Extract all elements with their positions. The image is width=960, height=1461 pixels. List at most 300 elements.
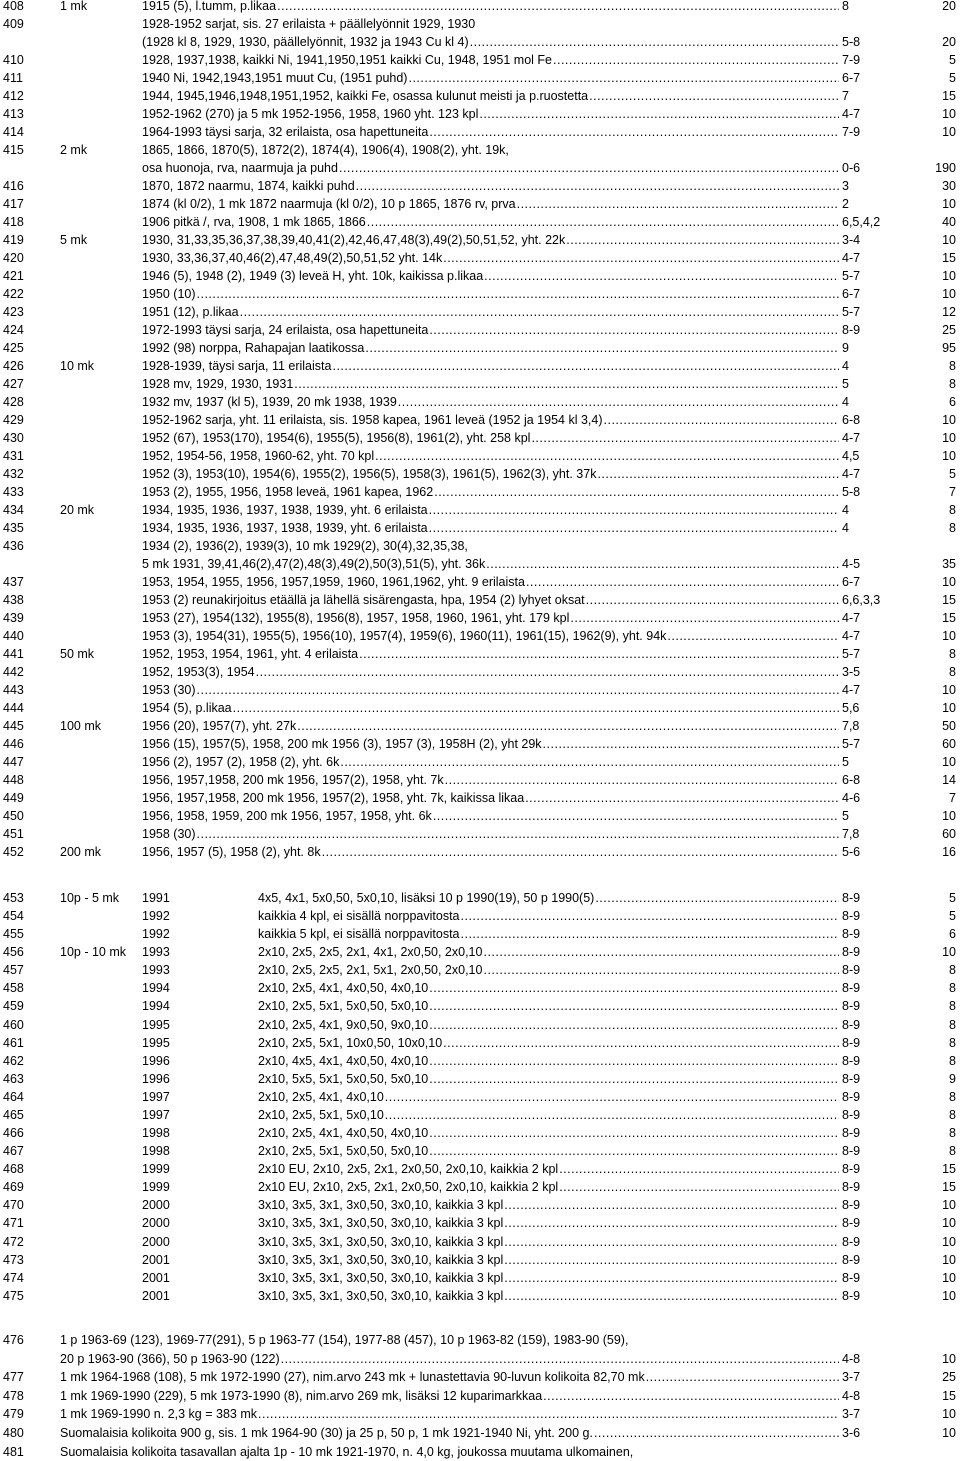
set-year: 1992 xyxy=(142,927,170,942)
description-text: 1956 (2), 1957 (2), 1958 (2), yht. 6k xyxy=(142,755,340,769)
lot-number: 437 xyxy=(3,575,24,589)
set-year: 1995 xyxy=(142,1017,170,1032)
condition-grade: 8-9 xyxy=(842,1180,861,1195)
dot-leader xyxy=(559,1178,839,1196)
lot-row xyxy=(0,249,960,267)
condition-grade: 8-9 xyxy=(842,1252,861,1267)
description-text: 2x10, 2x5, 4x1, 4x0,50, 4x0,10 xyxy=(258,981,429,996)
starting-price: 8 xyxy=(949,1144,956,1159)
lot-description xyxy=(142,285,840,303)
condition-grade: 6,5,4,2 xyxy=(842,215,881,229)
dot-leader xyxy=(197,285,839,303)
lot-description xyxy=(258,1070,840,1088)
condition-grade: 8-9 xyxy=(842,1035,861,1050)
lot-number: 427 xyxy=(3,377,24,391)
starting-price: 8 xyxy=(949,1035,956,1050)
lot-row xyxy=(0,1233,960,1251)
lot-number: 460 xyxy=(3,1017,24,1032)
lot-description xyxy=(142,123,840,141)
lot-number: 447 xyxy=(3,755,24,769)
dot-leader xyxy=(385,1088,839,1106)
lot-number: 431 xyxy=(3,449,24,463)
description-text: 1934 (2), 1936(2), 1939(3), 10 mk 1929(2), 30(4),32,35,38, xyxy=(142,539,468,553)
description-text: 1906 pitkä /, rva, 1908, 1 mk 1865, 1866 xyxy=(142,215,366,229)
lot-description xyxy=(258,1233,840,1251)
condition-grade: 3-7 xyxy=(842,1407,861,1422)
starting-price: 10 xyxy=(942,1288,956,1303)
lot-description xyxy=(142,51,840,69)
lot-number: 420 xyxy=(3,251,24,265)
lot-description xyxy=(142,429,840,447)
description-text: 1952-1962 (270) ja 5 mk 1952-1956, 1958, 1960 yht. 123 kpl xyxy=(142,107,479,121)
lot-row xyxy=(0,609,960,627)
lot-row xyxy=(0,1052,960,1070)
dot-leader xyxy=(429,1016,839,1034)
description-text: 1915 (5), l.tumm, p.likaa xyxy=(142,0,277,13)
lot-number: 474 xyxy=(3,1270,24,1285)
condition-grade: 7,8 xyxy=(842,719,860,733)
dot-leader xyxy=(398,393,839,411)
lot-row xyxy=(0,1070,960,1088)
lot-number: 417 xyxy=(3,197,24,211)
condition-grade: 4-8 xyxy=(842,1351,861,1366)
lot-row xyxy=(0,1443,960,1461)
dot-leader xyxy=(256,663,839,681)
lot-number: 472 xyxy=(3,1234,24,1249)
starting-price: 5 xyxy=(949,909,956,924)
lot-row xyxy=(0,1106,960,1124)
starting-price: 10 xyxy=(942,1198,956,1213)
denomination: 100 mk xyxy=(60,719,101,733)
lot-description xyxy=(60,1368,840,1386)
lot-description xyxy=(142,501,840,519)
description-text: 1865, 1866, 1870(5), 1872(2), 1874(4), 1906(4), 1908(2), yht. 19k, xyxy=(142,143,509,157)
description-text: kaikkia 4 kpl, ei sisällä norppavitosta xyxy=(258,909,460,924)
dot-leader xyxy=(461,907,840,925)
lot-description xyxy=(142,213,840,231)
lot-row xyxy=(0,1142,960,1160)
lot-description xyxy=(60,1424,840,1442)
condition-grade: 6-7 xyxy=(842,287,861,301)
dot-leader xyxy=(504,1287,839,1305)
condition-grade: 8-9 xyxy=(842,999,861,1014)
dot-leader xyxy=(429,979,839,997)
dot-leader xyxy=(589,87,839,105)
dot-leader xyxy=(443,1034,839,1052)
condition-grade: 5-7 xyxy=(842,305,861,319)
dot-leader xyxy=(434,483,839,501)
condition-grade: 6-7 xyxy=(842,71,861,85)
dot-leader xyxy=(240,303,839,321)
condition-grade: 0-6 xyxy=(842,161,861,175)
lot-number: 458 xyxy=(3,981,24,996)
description-text: 1952 (67), 1953(170), 1954(6), 1955(5), 1956(8), 1961(2), yht. 258 kpl xyxy=(142,431,531,445)
lot-number: 461 xyxy=(3,1035,24,1050)
lot-row xyxy=(0,1178,960,1196)
lot-number: 477 xyxy=(3,1370,24,1385)
lot-description xyxy=(258,1124,840,1142)
lot-row xyxy=(0,177,960,195)
condition-grade: 8-9 xyxy=(842,1126,861,1141)
condition-grade: 5-7 xyxy=(842,269,861,283)
lot-description xyxy=(142,303,840,321)
lot-row xyxy=(0,1405,960,1423)
lot-number: 438 xyxy=(3,593,24,607)
condition-grade: 7-9 xyxy=(842,125,861,139)
description-text: 1953 (2), 1955, 1956, 1958 leveä, 1961 kapea, 1962 xyxy=(142,485,434,499)
set-year: 1996 xyxy=(142,1053,170,1068)
dot-leader xyxy=(429,1052,839,1070)
dot-leader xyxy=(484,267,839,285)
description-text: 1952 (3), 1953(10), 1954(6), 1955(2), 1956(5), 1958(3), 1961(5), 1962(3), yht. 37k xyxy=(142,467,597,481)
lot-number: 456 xyxy=(3,945,24,960)
description-text: 2x10, 2x5, 2x5, 2x1, 5x1, 2x0,50, 2x0,10 xyxy=(258,963,483,978)
dot-leader xyxy=(281,1350,839,1368)
starting-price: 8 xyxy=(949,999,956,1014)
dot-leader xyxy=(504,1196,839,1214)
lot-description xyxy=(142,717,840,735)
lot-number: 409 xyxy=(3,17,24,31)
description-text: 1956, 1957,1958, 200 mk 1956, 1957(2), 1958, yht. 7k, kaikissa likaa xyxy=(142,791,525,805)
starting-price: 8 xyxy=(949,503,956,517)
dot-leader xyxy=(332,357,839,375)
lot-number: 470 xyxy=(3,1198,24,1213)
condition-grade: 8-9 xyxy=(842,1144,861,1159)
set-year: 1999 xyxy=(142,1180,170,1195)
description-text: 1953 (3), 1954(31), 1955(5), 1956(10), 1957(4), 1959(6), 1960(11), 1961(15), 1962(9), yht. 94k xyxy=(142,629,667,643)
lot-description xyxy=(258,1016,840,1034)
starting-price: 10 xyxy=(942,1270,956,1285)
dot-leader xyxy=(526,573,839,591)
denomination: 20 mk xyxy=(60,503,95,517)
starting-price: 25 xyxy=(942,1370,956,1385)
lot-number: 433 xyxy=(3,485,24,499)
lot-row xyxy=(0,87,960,105)
lot-row xyxy=(0,303,960,321)
description-text: 1952, 1954-56, 1958, 1960-62, yht. 70 kpl xyxy=(142,449,375,463)
condition-grade: 5 xyxy=(842,377,849,391)
condition-grade: 8-9 xyxy=(842,1107,861,1122)
lot-description xyxy=(258,1269,840,1287)
lot-row xyxy=(0,465,960,483)
starting-price: 35 xyxy=(942,557,956,571)
set-year: 1999 xyxy=(142,1162,170,1177)
lot-description xyxy=(142,753,840,771)
lot-number: 410 xyxy=(3,53,24,67)
lot-row xyxy=(0,483,960,501)
description-text: 2x10, 2x5, 5x1, 5x0,10 xyxy=(258,1107,384,1122)
lot-row xyxy=(0,907,960,925)
lot-number: 415 xyxy=(3,143,24,157)
dot-leader xyxy=(525,789,839,807)
description-text: 1952, 1953, 1954, 1961, yht. 4 erilaista xyxy=(142,647,359,661)
dot-leader xyxy=(297,717,839,735)
lot-number: 457 xyxy=(3,963,24,978)
condition-grade: 4-6 xyxy=(842,791,861,805)
lot-row xyxy=(0,735,960,753)
lot-row xyxy=(0,645,960,663)
dot-leader xyxy=(429,321,839,339)
lot-row xyxy=(0,519,960,537)
dot-leader xyxy=(646,1368,839,1386)
set-year: 2000 xyxy=(142,1234,170,1249)
lot-description xyxy=(258,889,840,907)
lot-number: 473 xyxy=(3,1252,24,1267)
dot-leader xyxy=(340,753,839,771)
starting-price: 8 xyxy=(949,1017,956,1032)
lot-row xyxy=(0,699,960,717)
dot-leader xyxy=(604,411,840,429)
description-text: kaikkia 5 kpl, ei sisällä norppavitosta xyxy=(258,927,460,942)
dot-leader xyxy=(486,555,839,573)
lot-number: 449 xyxy=(3,791,24,805)
set-year: 1997 xyxy=(142,1089,170,1104)
description-text: 1972-1993 täysi sarja, 24 erilaista, osa hapettuneita xyxy=(142,323,429,337)
lot-number: 414 xyxy=(3,125,24,139)
dot-leader xyxy=(375,447,839,465)
lot-row xyxy=(0,925,960,943)
starting-price: 10 xyxy=(942,107,956,121)
dot-leader xyxy=(365,339,839,357)
denomination: 50 mk xyxy=(60,647,95,661)
lot-number: 430 xyxy=(3,431,24,445)
description-text: 1952, 1953(3), 1954 xyxy=(142,665,255,679)
dot-leader xyxy=(445,771,839,789)
lot-row xyxy=(0,1287,960,1305)
lot-row xyxy=(0,69,960,87)
set-year: 2000 xyxy=(142,1198,170,1213)
starting-price: 10 xyxy=(942,1234,956,1249)
lot-row xyxy=(0,1269,960,1287)
description-text: 2x10, 2x5, 4x1, 9x0,50, 9x0,10 xyxy=(258,1017,429,1032)
condition-grade: 5 xyxy=(842,755,849,769)
dot-leader xyxy=(570,609,839,627)
lot-description xyxy=(142,339,840,357)
condition-grade: 4-7 xyxy=(842,611,861,625)
description-text: 1928-1952 sarjat, sis. 27 erilaista + päällelyönnit 1929, 1930 xyxy=(142,17,476,31)
lot-number: 421 xyxy=(3,269,24,283)
dot-leader xyxy=(197,825,839,843)
condition-grade: 4 xyxy=(842,503,849,517)
description-text: 1964-1993 täysi sarja, 32 erilaista, osa hapettuneita xyxy=(142,125,429,139)
dot-leader xyxy=(429,501,839,519)
description-text: 4x5, 4x1, 5x0,50, 5x0,10, lisäksi 10 p 1990(19), 50 p 1990(5) xyxy=(258,891,595,905)
description-text: 1956, 1957,1958, 200 mk 1956, 1957(2), 1958, yht. 7k xyxy=(142,773,444,787)
lot-row xyxy=(0,681,960,699)
condition-grade: 4 xyxy=(842,521,849,535)
condition-grade: 2 xyxy=(842,197,849,211)
lot-number: 469 xyxy=(3,1180,24,1195)
set-year: 1991 xyxy=(142,891,170,905)
lot-description xyxy=(142,735,840,753)
dot-leader xyxy=(461,925,840,943)
starting-price: 10 xyxy=(942,575,956,589)
lot-description xyxy=(258,979,840,997)
condition-grade: 8-9 xyxy=(842,1089,861,1104)
dot-leader xyxy=(470,33,839,51)
lot-number: 422 xyxy=(3,287,24,301)
lot-number: 479 xyxy=(3,1407,24,1422)
lot-description xyxy=(142,663,840,681)
lot-description xyxy=(142,807,840,825)
description-text: 1953 (30) xyxy=(142,683,196,697)
starting-price: 8 xyxy=(949,1126,956,1141)
lot-number: 426 xyxy=(3,359,24,373)
set-year: 1994 xyxy=(142,999,170,1014)
starting-price: 15 xyxy=(942,251,956,265)
dot-leader xyxy=(566,231,839,249)
lot-description xyxy=(142,375,840,393)
starting-price: 60 xyxy=(942,827,956,841)
lot-row xyxy=(0,537,960,555)
lot-row xyxy=(0,141,960,159)
description-text: 1953 (27), 1954(132), 1955(8), 1956(8), 1957, 1958, 1960, 1961, yht. 179 kpl xyxy=(142,611,570,625)
set-year: 1993 xyxy=(142,963,170,978)
lot-description xyxy=(142,699,840,717)
lot-row xyxy=(0,591,960,609)
dot-leader xyxy=(667,627,839,645)
description-text: Suomalaisia kolikoita 900 g, sis. 1 mk 1964-90 (30) ja 25 p, 50 p, 1 mk 1921-1940 Ni, yht. 200 g. xyxy=(60,1426,593,1440)
starting-price: 25 xyxy=(942,323,956,337)
lot-number: 454 xyxy=(3,909,24,924)
starting-price: 10 xyxy=(942,809,956,823)
description-text: 3x10, 3x5, 3x1, 3x0,50, 3x0,10, kaikkia 3 kpl xyxy=(258,1198,504,1213)
dot-leader xyxy=(408,69,839,87)
dot-leader xyxy=(233,699,839,717)
starting-price: 10 xyxy=(942,1351,956,1366)
starting-price: 8 xyxy=(949,981,956,996)
dot-leader xyxy=(443,249,839,267)
dot-leader xyxy=(595,889,839,907)
lot-row xyxy=(0,285,960,303)
starting-price: 10 xyxy=(942,683,956,697)
description-text: 3x10, 3x5, 3x1, 3x0,50, 3x0,10, kaikkia 3 kpl xyxy=(258,1270,504,1285)
condition-grade: 7 xyxy=(842,89,849,103)
lot-description xyxy=(142,771,840,789)
description-text: 5 mk 1931, 39,41,46(2),47(2),48(3),49(2),50(3),51(5), yht. 36k xyxy=(142,557,486,571)
lot-description xyxy=(142,357,840,375)
lot-number: 466 xyxy=(3,1126,24,1141)
description-text: 1940 Ni, 1942,1943,1951 muut Cu, (1951 puhd) xyxy=(142,71,408,85)
lot-number: 455 xyxy=(3,927,24,942)
lot-number: 436 xyxy=(3,539,24,553)
starting-price: 15 xyxy=(942,89,956,103)
description-text: 1930, 33,36,37,40,46(2),47,48,49(2),50,51,52 yht. 14k xyxy=(142,251,443,265)
lot-row xyxy=(0,573,960,591)
description-text: 2x10, 5x5, 5x1, 5x0,50, 5x0,10 xyxy=(258,1071,429,1086)
condition-grade: 3-5 xyxy=(842,665,861,679)
starting-price: 10 xyxy=(942,755,956,769)
description-text: 2x10 EU, 2x10, 2x5, 2x1, 2x0,50, 2x0,10, kaikkia 2 kpl xyxy=(258,1162,559,1177)
lot-description xyxy=(258,1052,840,1070)
lot-number: 423 xyxy=(3,305,24,319)
set-year: 1993 xyxy=(142,945,170,960)
lot-number: 434 xyxy=(3,503,24,517)
lot-row xyxy=(0,357,960,375)
denomination: 10 mk xyxy=(60,359,95,373)
starting-price: 10 xyxy=(942,269,956,283)
lot-number: 428 xyxy=(3,395,24,409)
starting-price: 95 xyxy=(942,341,956,355)
dot-leader xyxy=(504,1269,839,1287)
lot-description xyxy=(142,627,840,645)
lot-number: 478 xyxy=(3,1388,24,1403)
set-year: 1998 xyxy=(142,1126,170,1141)
lot-row xyxy=(0,979,960,997)
starting-price: 5 xyxy=(949,467,956,481)
set-year: 2000 xyxy=(142,1216,170,1231)
lot-row xyxy=(0,231,960,249)
lot-description xyxy=(60,1331,840,1349)
description-text: 1951 (12), p.likaa xyxy=(142,305,239,319)
condition-grade: 7,8 xyxy=(842,827,860,841)
description-text: 1950 (10) xyxy=(142,287,196,301)
lot-number: 445 xyxy=(3,719,24,733)
starting-price: 10 xyxy=(942,629,956,643)
lot-row xyxy=(0,753,960,771)
description-text: 1870, 1872 naarmu, 1874, kaikki puhd xyxy=(142,179,355,193)
lot-number: 451 xyxy=(3,827,24,841)
lot-row xyxy=(0,1424,960,1442)
denomination: 200 mk xyxy=(60,845,101,859)
dot-leader xyxy=(543,1387,839,1405)
lot-description xyxy=(142,321,840,339)
starting-price: 7 xyxy=(949,485,956,499)
starting-price: 10 xyxy=(942,1426,956,1440)
starting-price: 10 xyxy=(942,1216,956,1231)
lot-number: 463 xyxy=(3,1071,24,1086)
condition-grade: 3-6 xyxy=(842,1426,861,1440)
dot-leader xyxy=(504,1214,839,1232)
lot-description xyxy=(258,1160,840,1178)
condition-grade: 4-7 xyxy=(842,683,861,697)
lot-number: 435 xyxy=(3,521,24,535)
starting-price: 10 xyxy=(942,945,956,960)
description-text: 2x10 EU, 2x10, 2x5, 2x1, 2x0,50, 2x0,10, kaikkia 2 kpl xyxy=(258,1180,559,1195)
description-text: 2x10, 2x5, 5x1, 10x0,50, 10x0,10 xyxy=(258,1035,443,1050)
dot-leader xyxy=(367,213,839,231)
condition-grade: 6,6,3,3 xyxy=(842,593,881,607)
lot-number: 425 xyxy=(3,341,24,355)
condition-grade: 6-7 xyxy=(842,575,861,589)
condition-grade: 4 xyxy=(842,395,849,409)
condition-grade: 8-9 xyxy=(842,1053,861,1068)
lot-number: 468 xyxy=(3,1162,24,1177)
lot-number: 448 xyxy=(3,773,24,787)
description-text: 1954 (5), p.likaa xyxy=(142,701,232,715)
description-text: 1956, 1957 (5), 1958 (2), yht. 8k xyxy=(142,845,321,859)
lot-description xyxy=(142,465,840,483)
description-text: 1930, 31,33,35,36,37,38,39,40,41(2),42,46,47,48(3),49(2),50,51,52, yht. 22k xyxy=(142,233,566,247)
lot-description xyxy=(142,573,840,591)
condition-grade: 4-7 xyxy=(842,251,861,265)
lot-description xyxy=(142,591,840,609)
lot-number: 476 xyxy=(3,1333,24,1347)
set-year: 1998 xyxy=(142,1144,170,1159)
dot-leader xyxy=(339,159,839,177)
lot-number: 452 xyxy=(3,845,24,859)
lot-row xyxy=(0,267,960,285)
description-text: 3x10, 3x5, 3x1, 3x0,50, 3x0,10, kaikkia 3 kpl xyxy=(258,1234,504,1249)
starting-price: 5 xyxy=(949,53,956,67)
set-year: 2001 xyxy=(142,1252,170,1267)
dot-leader xyxy=(258,1405,839,1423)
condition-grade: 3-4 xyxy=(842,233,861,247)
starting-price: 10 xyxy=(942,197,956,211)
lot-description xyxy=(142,0,840,15)
starting-price: 15 xyxy=(942,593,956,607)
lot-number: 418 xyxy=(3,215,24,229)
